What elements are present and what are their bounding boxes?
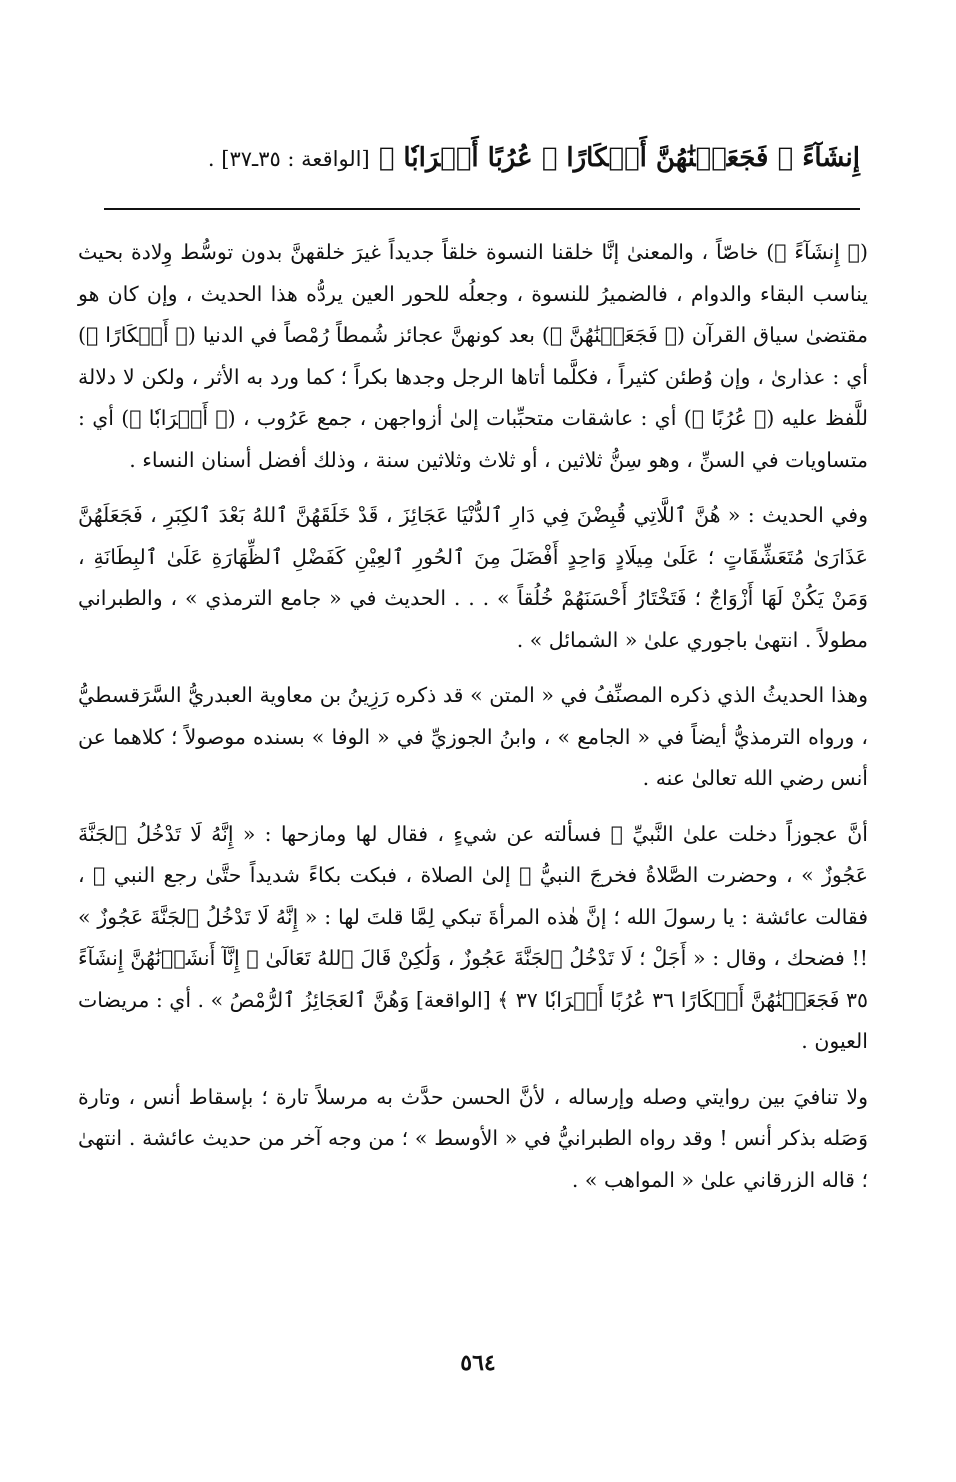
footnote-divider [104,208,860,210]
verse-text: إِنشَآءً ۞ فَجَعَلۡنَٰهُنَّ أَبۡكَارًا ۞ عُرُبًا أَتۡرَابٗا ﴾ [378,143,860,173]
page-number: ٥٦٤ [460,1350,496,1376]
commentary-paragraph-2: وفي الحديث : « هُنَّ ٱللَّاتِي قُبِضْنَ فِي دَارِ ٱلدُّنْيَا عَجَائِزَ ، قَدْ خَلَقَهُنَّ ٱللهُ بَعْدَ ٱلكِبَرِ ، فَجَعَلَهُنَّ عَذَارَىٰ مُتَعَشِّقَاتٍ ؛ عَلَىٰ مِيلَادٍ وَاحِدٍ أَفْضَلَ مِنَ ٱلحُورِ ٱلعِيْنِ كَفَضْلِ ٱلظِّهَارَةِ عَلَىٰ ٱلبِطَانَةِ ، وَمَنْ يَكُنْ لَهَا أَزْوَاجٌ ؛ فَتَخْتَارُ أَحْسَنَهُمْ خُلُقاً » . . . الحديث في « جامع الترمذي » ، والطبراني مطولاً . انتهىٰ باجوري علىٰ « الشمائل » . [78,503,868,652]
commentary-paragraph-3: وهذا الحديثُ الذي ذكره المصنِّفُ في « المتن » قد ذكره رَزِينُ بن معاوية العبدريُّ السَّرَقسطيُّ ، ورواه الترمذيُّ أيضاً في « الجامع » ، وابنُ الجوزيِّ في « الوفا » بسنده موصولاً ؛ كلاهما عن أنس رضي الله تعالىٰ عنه . [78,683,868,790]
commentary-paragraph-5: ولا تنافيَ بين روايتي وصله وإرساله ، لأنَّ الحسن حدَّث به مرسلاً تارة ؛ بإسقاط أنس ، وتارة وَصَله بذكر أنس ! وقد رواه الطبرانيُّ في « الأوسط » ؛ من وجه آخر من حديث عائشة . انتهىٰ ؛ قاله الزرقاني علىٰ « المواهب » . [78,1084,868,1192]
commentary-paragraph-4: أنَّ عجوزاً دخلت علىٰ النَّبيِّ ﷺ فسألته عن شيءٍ ، فقال لها ومازحها : « إِنَّهُ لَا تَدْخُلُ ٱلجَنَّةَ عَجُوزٌ » ، وحضرت الصَّلاةُ فخرجَ النبيُّ ﷺ إلىٰ الصلاة ، فبكت بكاءً شديداً حتَّىٰ رجع النبي ﷺ ، فقالت عائشة : يا رسولَ الله ؛ إنَّ هٰذه المرأةَ تبكي لِمَّا قلتَ لها : « إِنَّهُ لَا تَدْخُلُ ٱلجَنَّةَ عَجُوزٌ » !! فضحك ، وقال : « أَجَلْ ؛ لَا تَدْخُلُ ٱلجَنَّةَ عَجُوزٌ ، وَلَٰكِنْ قَالَ ٱللهُ تَعَالَىٰ ﴿ إِنَّآ أَنشَأۡنَٰهُنَّ إِنشَآءً ٣٥ فَجَعَلۡنَٰهُنَّ أَبۡكَارًا ٣٦ عُرُبًا أَتۡرَابٗا ٣٧ ﴾ [الواقعة] وَهُنَّ ٱلعَجَائِزُ ٱلرُّمْصُ » . أي : مريضات العيون . [78,821,868,1053]
commentary-section [78,232,868,1215]
quran-verse-header [80,136,860,181]
verse-reference: [الواقعة : ٣٥ـ٣٧] . [207,147,370,171]
commentary-paragraph-1: (﴿ إِنشَآءً ﴾) خاصّاً ، والمعنىٰ إنَّا خلقنا النسوة خلقاً جديداً غيرَ خلقهنَّ بدون توسُّط وِلادة بحيث يناسب البقاء والدوام ، فالضميرُ للنسوة ، وجعلُه للحور العين يردُّه هذا الحديث ، وإن كان هو مقتضىٰ سياق القرآن (﴿ فَجَعَلۡنَٰهُنَّ ﴾) بعد كونهنَّ عجائز شُمطاً رُمْصاً في الدنيا (﴿ أَبۡكَارًا ﴾) أي : عذارىٰ ، وإن وُطئن كثيراً ، فكلَّما أتاها الرجل وجدها بكراً ؛ كما ورد به الأثر ، ولكن لا دلالة للَّفظ عليه (﴿ عُرُبًا ﴾) أي : عاشقات متحبِّبات إلىٰ أزواجهن ، جمع عَرُوب ، (﴿ أَتۡرَابٗا ﴾) أي : متساويات في السنِّ ، وهو سِنُّ ثلاثين ، أو ثلاث وثلاثين سنة ، وذلك أفضل أسنان النساء . [78,240,868,472]
